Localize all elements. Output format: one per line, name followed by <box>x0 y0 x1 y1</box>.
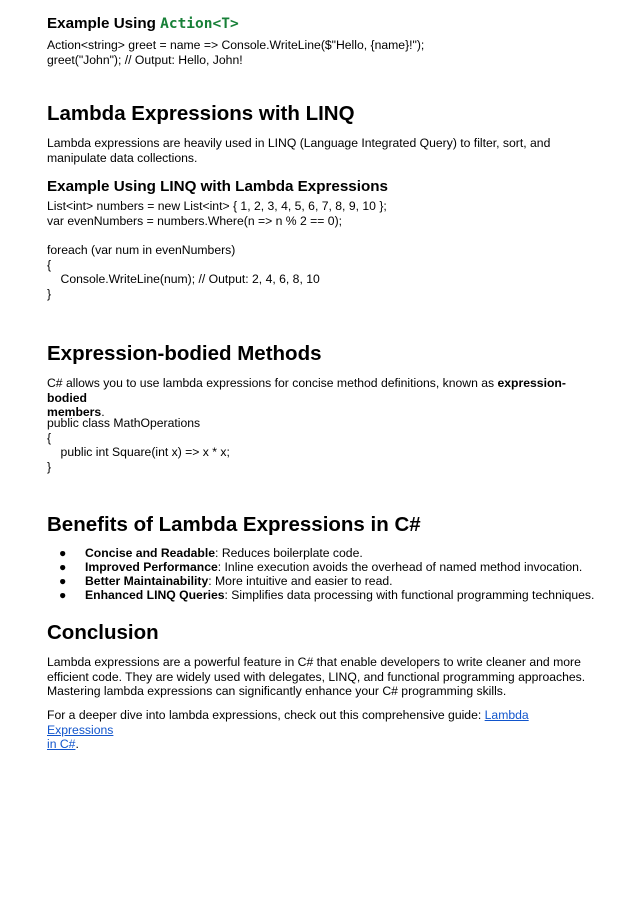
code-line: public int Square(int x) => x * x; <box>47 445 230 460</box>
example-action-heading <box>47 15 598 33</box>
bullet-icon: ● <box>59 588 67 603</box>
list-item-title: Concise and Readable <box>85 546 216 560</box>
list-item <box>47 574 598 588</box>
code-line: { <box>47 257 52 272</box>
paragraph-line: Lambda expressions are heavily used in LINQ (Language Integrated Query) to filter, sort, and <box>47 136 551 150</box>
code-line: foreach (var num in evenNumbers) <box>47 243 236 258</box>
list-item-title: Better Maintainability <box>85 574 209 589</box>
list-item <box>47 560 598 574</box>
bold-term: expression-bodied <box>47 376 566 405</box>
list-item <box>47 546 598 560</box>
code-line: greet("John"); // Output: Hello, John! <box>47 52 243 67</box>
paragraph-text: C# allows you to use lambda expressions for concise method definitions, known as <box>47 376 498 390</box>
paragraph-line <box>47 708 598 737</box>
list-item <box>47 588 598 602</box>
code-line: } <box>47 460 52 475</box>
code-line: List<int> numbers = new List<int> { 1, 2, 3, 4, 5, 6, 7, 8, 9, 10 }; <box>47 199 387 213</box>
list-item-text: : Simplifies data processing with functional programming techniques. <box>224 588 595 603</box>
code-line: } <box>47 287 52 302</box>
list-item-title: Improved Performance <box>85 560 218 575</box>
paragraph-line: Mastering lambda expressions can significantly enhance your C# programming skills. <box>47 684 507 699</box>
code-line: var evenNumbers = numbers.Where(n => n % 2 == 0); <box>47 213 343 228</box>
math-operations-code-block <box>47 416 598 475</box>
paragraph-line: Lambda expressions are a powerful feature in C# that enable developers to write cleaner and more <box>47 655 581 669</box>
code-line: { <box>47 430 52 445</box>
list-item-text: : Inline execution avoids the overhead of named method invocation. <box>217 560 583 575</box>
paragraph-text: For a deeper dive into lambda expressions, check out this comprehensive guide: <box>47 708 485 722</box>
paragraph-line <box>47 737 598 752</box>
paragraph-line: efficient code. They are widely used with delegates, LINQ, and functional programming approaches. <box>47 669 586 684</box>
bullet-icon: ● <box>59 546 67 560</box>
bullet-icon: ● <box>59 560 67 575</box>
linq-example-heading: Example Using LINQ with Lambda Expressions <box>47 178 388 195</box>
bullet-icon: ● <box>59 574 67 589</box>
linq-section-heading: Lambda Expressions with LINQ <box>47 102 355 125</box>
lambda-guide-link[interactable]: Lambda Expressions <box>47 708 529 737</box>
benefits-list <box>47 546 598 602</box>
code-line <box>47 228 598 243</box>
paragraph-text: . <box>75 737 79 752</box>
code-line: Console.WriteLine(num); // Output: 2, 4, 6, 8, 10 <box>47 272 320 287</box>
paragraph-line <box>47 376 598 405</box>
benefits-heading: Benefits of Lambda Expressions in C# <box>47 513 421 536</box>
action-code-block <box>47 38 598 67</box>
conclusion-heading: Conclusion <box>47 621 159 644</box>
list-item-title: Enhanced LINQ Queries <box>85 588 225 603</box>
heading-inline-code: Action<T> <box>160 16 239 32</box>
heading-text: Example Using <box>47 15 161 32</box>
list-item-text: : More intuitive and easier to read. <box>208 574 393 589</box>
linq-intro-paragraph <box>47 136 598 165</box>
bold-term: members <box>47 405 102 420</box>
code-line: Action<string> greet = name => Console.WriteLine($"Hello, {name}!"); <box>47 38 425 52</box>
further-reading-paragraph <box>47 708 598 752</box>
lambda-guide-link-continued[interactable]: in C# <box>47 737 76 752</box>
expression-bodied-heading: Expression-bodied Methods <box>47 342 322 365</box>
linq-code-block <box>47 199 598 302</box>
conclusion-paragraph <box>47 655 598 699</box>
paragraph-text: . <box>101 405 105 420</box>
paragraph-line: manipulate data collections. <box>47 150 198 165</box>
list-item-text: : Reduces boilerplate code. <box>215 546 363 560</box>
code-line: public class MathOperations <box>47 416 201 430</box>
expression-bodied-paragraph <box>47 376 598 420</box>
